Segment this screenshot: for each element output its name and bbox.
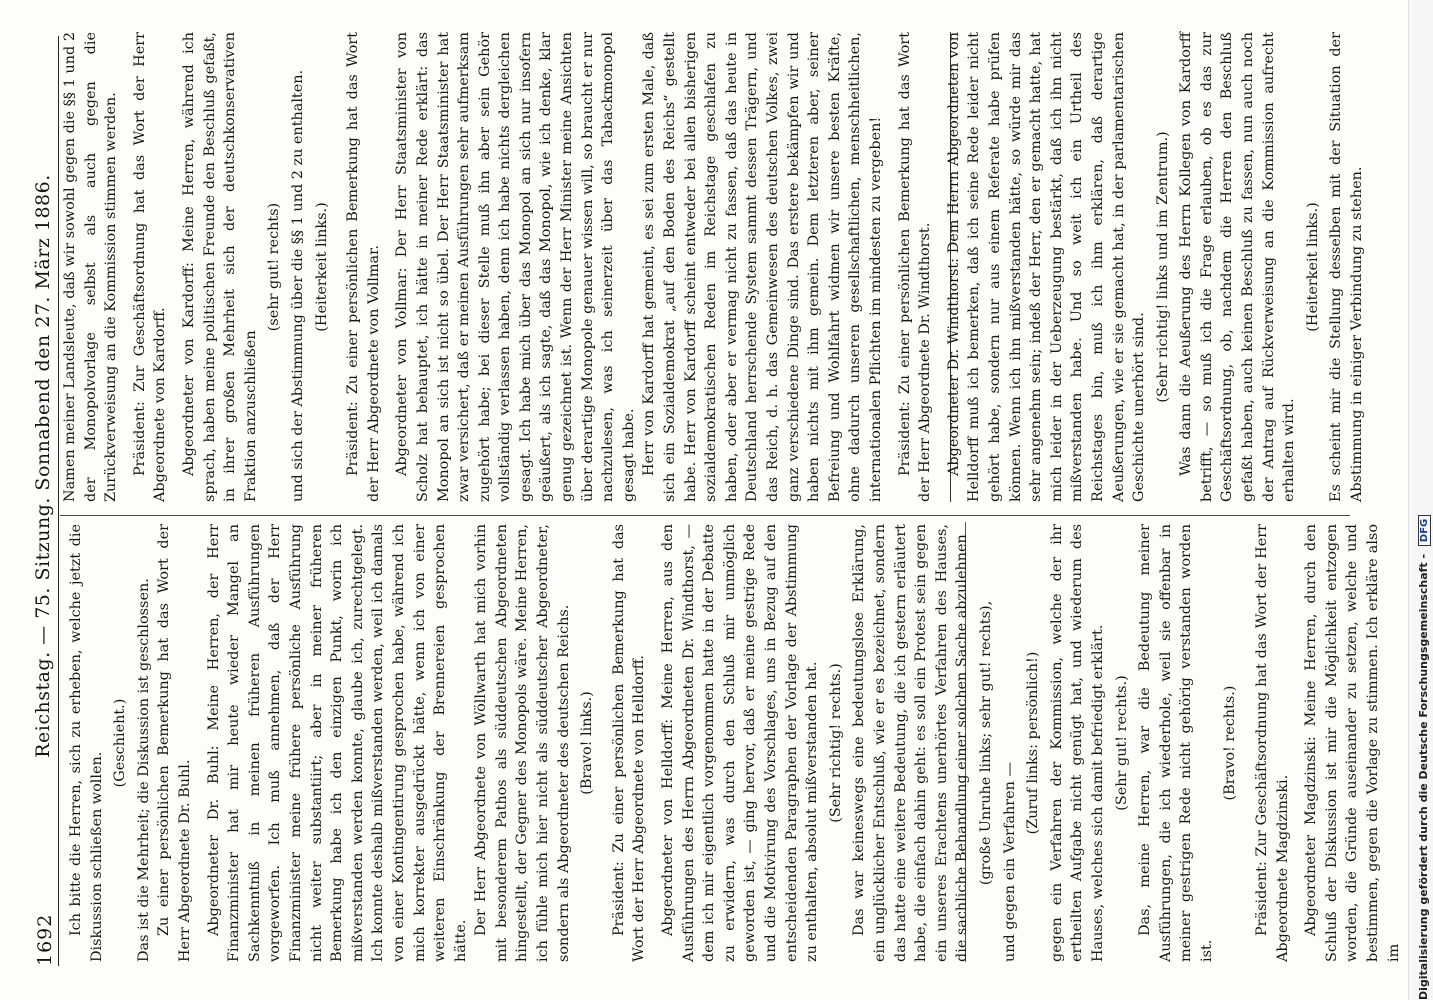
right-remark: (sehr gut! rechts) (266, 202, 283, 332)
right-spacer (335, 32, 343, 502)
digitization-credit (1417, 0, 1431, 1000)
right-paragraph: Namen meiner Landsleute, daß wir sowohl gegen die §§ 1 und 2 der Monopolvorlage selbst als auch gegen die Zurückverweisung an die Kommission stimmen werden. (62, 32, 120, 502)
right-paragraph: Präsident: Zu einer persönlichen Bemerkung hat das Wort der Herr Abgeordnete Dr. Windthorst. (896, 32, 934, 502)
left-paragraph: und gegen ein Verfahren — (1001, 762, 1018, 962)
left-paragraph: Ich bitte die Herren, sich zu erheben, welche jetzt die Diskussion schließen wollen. (68, 524, 105, 962)
left-paragraph: Das war keineswegs eine bedeutungslose Erklärung, ein unglücklicher Entschluß, wie er es bezeichnet, sondern das hatte eine weitere Bedeutung, die ich gestern erläutert habe, die einfach dahin geht: es soll ein Protest sein gegen ein unseres Erachtens unerhörtes Verfahren des Hauses, die sachliche Behandlung einer solchen Sache abzulehnen (851, 524, 971, 962)
left-remark: (große Unruhe links; sehr gut! rechts), (977, 600, 994, 886)
right-paragraph: Präsident: Zur Geschäftsordnung hat das Wort der Herr Abgeordnete von Kardorff. (131, 32, 169, 502)
left-paragraph: Das, meine Herren, war die Bedeutung meiner Ausführungen, die ich wiederhole, weil sie offenbar in meiner gestrigen Rede nicht gehörig verstanden worden ist. (1137, 524, 1215, 962)
left-paragraph: Präsident: Zu einer persönlichen Bemerkung hat das Wort der Herr Abgeordnete von Helldorff. (610, 524, 648, 962)
right-paragraph: Abgeordneter von Kardorff: Meine Herren, während ich sprach, haben meine politischen Freunde den Beschluß gefaßt, in ihrer großen Mehrheit sich der deutschkonservativen Fraktion anzuschließen (180, 32, 259, 502)
right-remark: (Heiterkeit links.) (1304, 202, 1321, 332)
left-spacer (601, 524, 609, 962)
left-spacer (1244, 524, 1252, 962)
left-paragraph: Abgeordneter von Helldorff: Meine Herren, aus den Ausführungen des Herrn Abgeordneten Dr. Windthorst, — dem ich mir eigentlich vorgenommen hatte in der Debatte zu erwidern, was durch den Schluß mir unmöglich geworden ist, — ging hervor, daß er meine gestrige Rede und die Motivirung des Vorschlages, uns in Bezug auf den entscheidenden Paragraphen der Vorlage der Abstimmung zu enthalten, absolut mißverstanden hat. (660, 524, 821, 962)
right-paragraph: Herr von Kardorff hat gemeint, es sei zum ersten Male, daß sich ein Sozialdemokrat „auf den Boden des Reichs“ gestellt habe. Herr von Kardorff scheint entweder bei allen bisherigen sozialdemokratischen Reden im Reichstage geschlafen zu haben, oder aber er vermag nicht zu fassen, daß das heute in Deutschland herrschende System sammt dessen Trägern, und das Reich, d. h. das Gemeinwesen des deutschen Volkes, zwei ganz verschiedene Dinge sind. Das erstere bekämpfen wir und haben nichts mit ihm gemein. Dem letzteren aber, seiner Befreiung und Wohlfahrt widmen wir unsere besten Kräfte, ohne dadurch unseren gesellschaftlichen, menschheitlichen, internationalen Pflichten im mindesten zu vergeben! (641, 32, 884, 502)
right-spacer (936, 32, 944, 502)
left-remark: (Geschieht.) (112, 698, 129, 788)
left-paragraph: Zu einer persönlichen Bemerkung hat das Wort der Herr Abgeordnete Dr. Buhl. (156, 524, 193, 962)
left-spacer (1293, 524, 1301, 962)
left-paragraph: Präsident: Zur Geschäftsordnung hat das Wort der Herr Abgeordnete Magdzinski. (1254, 524, 1291, 962)
left-spacer (196, 524, 204, 962)
right-paragraph: Präsident: Zu einer persönlichen Bemerkung hat das Wort der Herr Abgeordnete von Vollmar. (345, 32, 382, 502)
right-spacer (384, 32, 392, 502)
column-divider (60, 515, 1350, 516)
right-paragraph: Abgeordneter Dr. Windthorst: Dem Herrn Abgeordneten von Helldorff muß ich bemerken, daß ich seine Rede leider nicht gehört habe, sondern nur aus einem Referate habe prüfen können. Wenn ich ihn mißverstanden hätte, so würde mir das sehr angenehm sein; indeß der Herr, den er gemacht hatte, hat mich leider in der Ueberzeugung bestärkt, daß ich ihn nicht mißverstanden habe. Und so weit ich ein Urtheil des Reichstages bin, muß ich ihm erklären, daß derartige Aeußerungen, wie er sie gemacht hat, in der parlamentarischen Geschichte unerhört sind. (945, 32, 1148, 502)
left-column (66, 524, 1402, 962)
left-remark: (Bravo! rechts.) (1222, 685, 1239, 801)
left-spacer (650, 524, 658, 962)
left-paragraph: gegen ein Verfahren der Kommission, welche der ihr ertheilten Aufgabe nicht genügt hat, und wiederum des Hauses, welches sich damit befriedigt erklärt. (1048, 524, 1106, 962)
left-remark: (Zuruf links: persönlich!) (1025, 651, 1042, 835)
right-paragraph: Es scheint mir die Stellung desselben mit der Situation der Abstimmung in einiger Verbindung zu stehen. (1328, 32, 1366, 502)
left-remark: (Sehr richtig! rechts.) (827, 663, 844, 823)
right-paragraph: und sich der Abstimmung über die §§ 1 und 2 zu enthalten. (289, 69, 306, 502)
right-spacer (171, 32, 179, 502)
left-paragraph: Abgeordneter Dr. Buhl: Meine Herren, der Herr Finanzminister hat mir heute wieder Mangel an Sachkenntniß in meinen früheren Ausführungen vorgeworfen. Ich muß annehmen, daß der Herr Finanzminister meine frühere persönliche Ausführung nicht weiter substantiirt; aber in meiner früheren Bemerkung habe ich den einzigen Punkt, worin ich mißverstanden werden konnte, glaube ich, zurechtgelegt. Ich konnte deshalb mißverstanden werden, weil ich damals von einer Kontingentirung gesprochen habe, während ich mich korrekter ausgedrückt hätte, wenn ich von einer weiteren Einschränkung der Brennereien gesprochen hätte. (205, 524, 469, 962)
right-remark: (Heiterkeit links.) (313, 202, 330, 332)
running-title: Reichstag. — 75. Sitzung. Sonnabend den 27. März 1886. (32, 174, 54, 758)
left-remark: (Bravo! links.) (579, 691, 596, 795)
right-paragraph: Was dann die Aeußerung des Herrn Kollegen von Kardorff betrifft, — so muß ich die Frage erlauben, ob es das zur Geschäftsordnung, ob, nachdem die Herren den Beschluß gefaßt haben, auch keinen Beschluß zu fassen, nun auch noch der Antrag auf Rückverweisung an die Kommission aufrecht erhalten wird. (1178, 32, 1298, 502)
right-spacer (887, 32, 895, 502)
right-spacer (122, 32, 130, 502)
left-remark: (Sehr gut! rechts.) (1113, 675, 1130, 811)
right-remark: (Sehr richtig! links und im Zentrum.) (1154, 131, 1171, 403)
page-number: 1692 (34, 913, 56, 966)
left-paragraph: Abgeordneter Magdzinski: Meine Herren, durch den Schluß der Diskussion ist mir die Möglichkeit entzogen worden, die Gründe auseinander zu setzen, welche und bestimmen, gegen die Vorlage zu stimmen. Ich erkläre also im (1303, 524, 1402, 962)
left-paragraph: Das ist die Mehrheit; die Diskussion ist geschlossen. (135, 578, 152, 962)
left-paragraph: Der Herr Abgeordnete von Wöllwarth hat mich vorhin mit besonderem Pathos als süddeutschen Abgeordneten hingestellt, der Gegner des Monopols wäre. Meine Herren, ich fühle mich hier nicht als süddeutscher Abgeordneter, sondern als Abgeordneter des deutschen Reichs. (473, 524, 572, 962)
right-column (60, 32, 1366, 502)
dfg-logo: DFG (1418, 515, 1431, 546)
right-paragraph: Abgeordneter von Vollmar: Der Herr Staatsminister von Scholz hat behauptet, ich hätte in meiner Rede erklärt: das Monopol an sich ist nicht so übel. Der Herr Staatsminister hat zwar versichert, daß er meinen Ausführungen sehr aufmerksam zugehört habe; bei dieser Stelle muß ihn aber sein Gehör vollständig verlassen haben, denn ich habe nichts dergleichen gesagt. Ich habe mich über das Monopol an sich nur insofern geäußert, als ich sagte, daß das Monopol, wie ich denke, klar genug gezeichnet ist. Wenn der Herr Minister meine Ansichten über derartige Monopole genauer wissen will, so braucht er nur nachzulesen, was ich seinerzeit über das Tabackmonopol gesagt habe. (394, 32, 637, 502)
header-rule (58, 36, 59, 966)
credit-text: Digitalisierung gefördert durch die Deutsche Forschungsgemeinschaft - (1417, 553, 1430, 1000)
